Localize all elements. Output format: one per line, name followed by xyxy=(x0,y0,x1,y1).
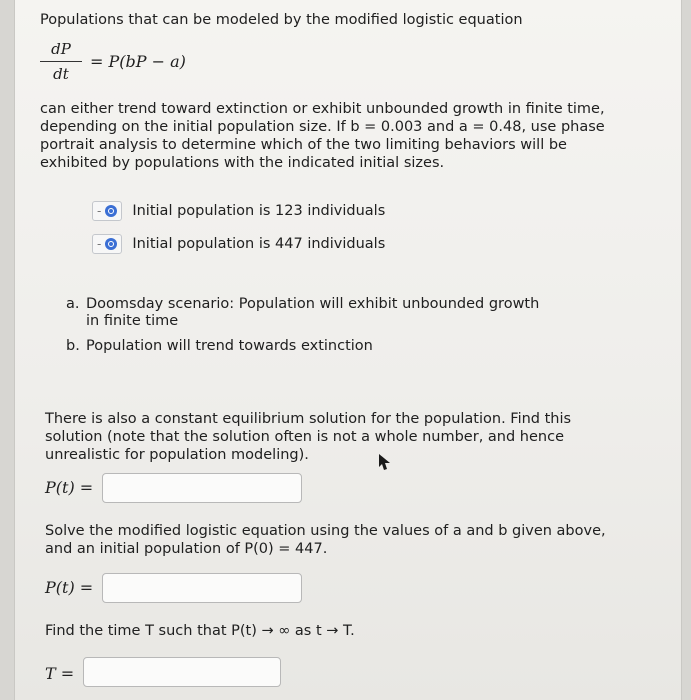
select-value: - xyxy=(97,204,102,218)
option-a xyxy=(66,296,566,330)
mouse-pointer-icon xyxy=(378,453,392,471)
time-input[interactable] xyxy=(83,657,281,687)
fraction-bar xyxy=(40,61,82,62)
dropdown-label-2: Initial population is 447 individuals xyxy=(132,236,386,252)
select-value: - xyxy=(97,237,102,251)
behavior-select-2[interactable] xyxy=(92,234,122,254)
solve-question: Solve the modified logistic equation using the values of a and b given above, and an initial population of P(0) = 447. xyxy=(45,523,606,557)
equation-rhs: = P(bP − a) xyxy=(90,52,186,71)
option-text: Doomsday scenario: Population will exhibit unbounded growth in finite time xyxy=(86,296,540,329)
option-text: Population will trend towards extinction xyxy=(86,338,373,354)
dropdown-row-2 xyxy=(92,233,385,255)
time-question: Find the time T such that P(t) → ∞ as t → T. xyxy=(45,623,355,639)
option-label: b. xyxy=(66,338,80,354)
solution-input[interactable] xyxy=(102,573,302,603)
equilibrium-input[interactable] xyxy=(102,473,302,503)
equilibrium-question: There is also a constant equilibrium solution for the population. Find this solution (note that the solution often is not a whole number, and hence unrealistic for population modeling). xyxy=(45,411,572,463)
time-label: T = xyxy=(45,664,75,683)
derivative-fraction xyxy=(40,40,82,83)
fraction-numerator: dP xyxy=(51,40,71,58)
solve-label: P(t) = xyxy=(45,578,94,597)
dropdown-label-1: Initial population is 123 individuals xyxy=(132,203,386,219)
select-toggle-icon xyxy=(105,205,117,217)
dropdown-row-1 xyxy=(92,200,385,222)
problem-paragraph: can either trend toward extinction or exhibit unbounded growth in finite time, depending on the initial population size. If b = 0.003 and a = 0.48, use phase portrait analysis to determine which of the two limiting behaviors will be exhibited by populations with the indicated initial sizes. xyxy=(40,101,605,171)
option-b xyxy=(66,338,566,355)
intro-title: Populations that can be modeled by the modified logistic equation xyxy=(40,12,523,28)
option-label: a. xyxy=(66,296,80,312)
fraction-denominator: dt xyxy=(53,65,69,83)
behavior-select-1[interactable] xyxy=(92,201,122,221)
select-toggle-icon xyxy=(105,238,117,250)
equilibrium-label: P(t) = xyxy=(45,478,94,497)
